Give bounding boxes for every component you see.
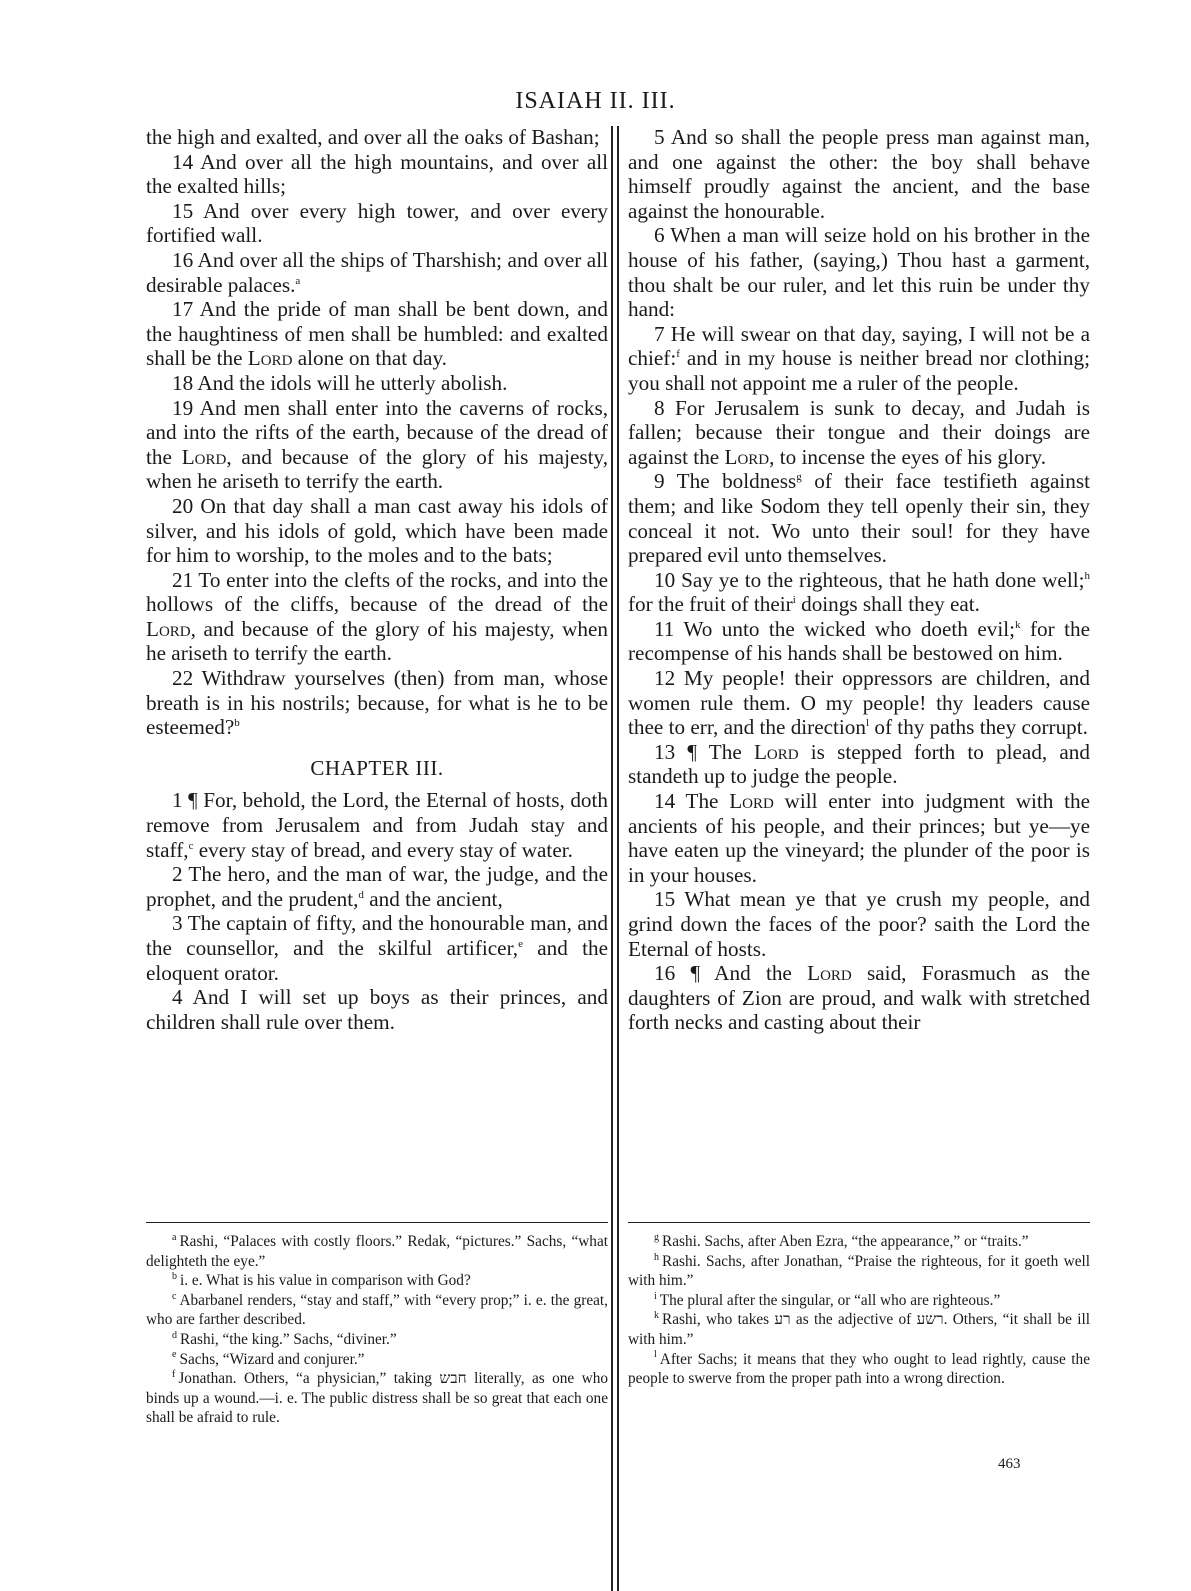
divine-name: Lord [753,739,799,764]
footnote-ref: i [792,594,796,607]
footnote-i [628,1291,1090,1311]
chapter3-verse-4: 4 And I will set up boys as their princes, and children shall rule over them. [146,985,608,1034]
footnote-mark: b [172,1271,177,1283]
footnote-h [628,1252,1090,1291]
divine-name: Lord [807,961,852,986]
chapter3-verse-3 [146,911,608,985]
verse-text: said, Forasmuch as the daughters of Zion are proud, and walk with stretched forth necks and casting about their [628,961,1090,1035]
right-text-column [628,125,1090,1035]
footnote-mark: g [654,1231,659,1243]
verse-text: of thy paths they corrupt. [869,715,1088,740]
footnotes-right [628,1232,1090,1389]
footnote-text: Jonathan. Others, “a physician,” taking חבש literally, as one who binds up a wound.—i. e. The public distress shall be so great that each one shall be afraid to rule. [146,1370,609,1427]
footnote-l [628,1350,1090,1389]
chapter3-verse-8 [628,396,1090,470]
verse-text: 22 Withdraw yourselves (then) from man, whose breath is in his nostrils; because, for what is he to be esteemed? [146,666,608,740]
footnote-text: Sachs, “Wizard and conjurer.” [179,1350,365,1368]
verse-text: 13 ¶ The [654,739,742,764]
verse-text: and in my house is neither bread nor clothing; you shall not appoint me a ruler of the people. [628,346,1090,395]
verse-19 [146,396,608,494]
divine-name: Lord [724,444,770,469]
chapter3-verse-14 [628,789,1090,887]
verse-18: 18 And the idols will he utterly abolish. [172,370,508,395]
divine-name: Lord [729,789,774,814]
verse-text: 16 And over all the ships of Tharshish; and over all desirable palaces. [146,247,608,297]
chapter3-verse-16 [628,961,1090,1035]
footnote-mark: k [654,1310,659,1322]
verse-text: 3 The captain of fifty, and the honourable man, and the counsellor, and the skilful artificer, [146,911,608,960]
verse-text: 17 And the pride of man shall be bent down, and the haughtiness of men shall be humbled: and exalted shall be the [146,297,608,371]
chapter3-verse-9 [628,469,1090,567]
footnote-ref: d [358,888,364,901]
chapter3-verse-1 [146,788,608,862]
footnote-b [146,1271,608,1291]
footnote-mark: c [172,1290,177,1302]
footnote-text: Rashi. Sachs, after Aben Ezra, “the appearance,” or “traits.” [662,1233,1029,1250]
footnote-text: Abarbanel renders, “stay and staff,” with “every prop;” i. e. the great, who are farther described. [146,1291,608,1329]
verse-text: , and because of the glory of his majesty, when he ariseth to terrify the earth. [146,616,608,666]
verse-text: 21 To enter into the clefts of the rocks, and into the hollows of the cliffs, because of the dread of the [146,567,608,617]
footnote-mark: f [172,1369,176,1381]
verse-21 [146,568,608,666]
verse-text: 9 The boldness [654,469,797,494]
footnote-d [146,1330,608,1350]
footnote-text: Rashi, “Palaces with costly floors.” Redak, “pictures.” Sachs, “what delighteth the eye.” [146,1233,608,1270]
chapter-heading: CHAPTER III. [310,755,444,780]
verse-text: for the recompense of his hands shall be bestowed on him. [628,616,1090,666]
verse-text: will enter into judgment with the ancients of his people, and their princes; but ye—ye have eaten up the vineyard; the plunder of the poor is in your houses. [628,789,1091,887]
footnote-mark: e [172,1349,177,1361]
footnote-ref: h [1084,569,1090,582]
verse-17 [146,297,608,371]
footnote-ref: e [518,937,523,950]
page-number: 463 [998,1456,1021,1472]
footnote-text: Rashi. Sachs, after Jonathan, “Praise the righteous, for it goeth well with him.” [628,1252,1090,1290]
footnote-ref: a [295,274,301,287]
verse-14: 14 And over all the high mountains, and over all the exalted hills; [146,149,608,199]
divine-name: Lord [146,616,191,641]
verse-text: of their face testifieth against them; and like Sodom they tell openly their sin, they conceal it not. Wo unto their soul! for they have prepared evil unto themselves. [628,469,1090,568]
verse-text: alone on that day. [297,346,447,371]
footnote-separator-left [146,1222,608,1223]
verse-text: 8 For Jerusalem is sunk to decay, and Judah is fallen; because their tongue and their doings are against the [628,395,1090,469]
chapter3-verse-6: 6 When a man will seize hold on his brother in the house of his father, (saying,) Thou hast a garment, thou shalt be our ruler, and let this ruin be under thy hand: [628,223,1090,322]
footnotes-left [146,1232,608,1428]
verse-text: 16 ¶ And the [654,961,792,986]
verse-text: , and because of the glory of his majesty, when he ariseth to terrify the earth. [146,444,609,494]
footnote-ref: l [866,717,870,730]
footnote-e [146,1350,608,1370]
verse-text: 14 The [654,789,719,814]
verse-text: 12 My people! their oppressors are children, and women rule them. O my people! thy leaders cause thee to err, and the direction [628,666,1090,740]
column-divider-right-line [617,126,619,1591]
chapter3-verse-13 [628,740,1090,789]
verse-text: is stepped forth to plead, and standeth up to judge the people. [628,739,1090,789]
footnote-f [146,1369,608,1428]
footnote-text: After Sachs; it means that they who ought to lead rightly, cause the people to swerve from the proper path into a wrong direction. [628,1350,1090,1388]
verse-text: doings shall they eat. [795,592,980,617]
footnote-text: i. e. What is his value in comparison with God? [180,1272,471,1290]
verse-22 [146,666,608,740]
verse-text: and the eloquent orator. [146,936,608,985]
footnote-text: Rashi, “the king.” Sachs, “diviner.” [180,1330,397,1348]
verse-20: 20 On that day shall a man cast away his idols of silver, and his idols of gold, which have been made for him to worship, to the moles and to the bats; [146,493,608,568]
footnote-c [146,1291,608,1330]
verse-text: 11 Wo unto the wicked who doeth evil; [654,616,1015,641]
footnote-mark: d [172,1329,177,1341]
footnote-a [146,1232,608,1271]
verse-text: , to incense the eyes of his glory. [769,444,1047,469]
chapter3-verse-5: 5 And so shall the people press man against man, and one against the other: the boy shall behave himself proudly against the ancient, and the base against the honourable. [628,125,1090,223]
running-title: ISAIAH II. III. [515,88,676,114]
column-divider-left-line [611,126,613,1591]
chapter3-verse-2 [146,862,608,911]
footnote-text: Rashi, who takes רע as the adjective of רשע. Others, “it shall be ill with him.” [628,1311,1091,1348]
footnote-mark: i [654,1290,657,1302]
verse-text: and the ancient, [363,886,503,911]
divine-name: Lord [181,444,227,469]
verse-15: 15 And over every high tower, and over every fortified wall. [146,198,608,248]
chapter3-verse-15: 15 What mean ye that ye crush my people, and grind down the faces of the poor? saith the Lord the Eternal of hosts. [628,887,1090,961]
footnote-ref: g [796,471,802,484]
footnote-ref: c [188,839,194,852]
verse-text: 10 Say ye to the righteous, that he hath done well; [654,567,1085,592]
verse-13-continuation: the high and exalted, and over all the oaks of Bashan; [146,125,600,149]
footnote-mark: l [654,1349,657,1361]
footnote-ref: k [1015,618,1021,631]
footnote-mark: h [654,1251,659,1263]
footnote-k [628,1310,1090,1349]
footnote-ref: b [234,717,240,730]
footnote-text: The plural after the singular, or “all who are righteous.” [659,1291,1001,1309]
verse-text: 2 The hero, and the man of war, the judge, and the prophet, and the prudent, [146,862,608,911]
verse-text: for the fruit of their [628,592,793,617]
chapter3-verse-10 [628,568,1090,617]
footnote-ref: f [676,348,680,361]
verse-text: 7 He will swear on that day, saying, I will not be a chief: [628,321,1090,371]
verse-16 [146,248,608,297]
divine-name: Lord [247,346,293,371]
verse-text: every stay of bread, and every stay of water. [193,837,573,862]
footnote-separator-right [628,1222,1090,1223]
footnote-mark: a [172,1231,177,1243]
chapter3-verse-12 [628,666,1090,740]
verse-text: 1 ¶ For, behold, the Lord, the Eternal of hosts, doth remove from Jerusalem and from Judah stay and staff, [146,788,608,862]
verse-text: 19 And men shall enter into the caverns of rocks, and into the rifts of the earth, because of the dread of the [146,395,608,469]
left-text-column [146,125,608,1034]
footnote-g [628,1232,1090,1252]
chapter3-verse-7 [628,322,1090,396]
chapter3-verse-11 [628,617,1090,666]
